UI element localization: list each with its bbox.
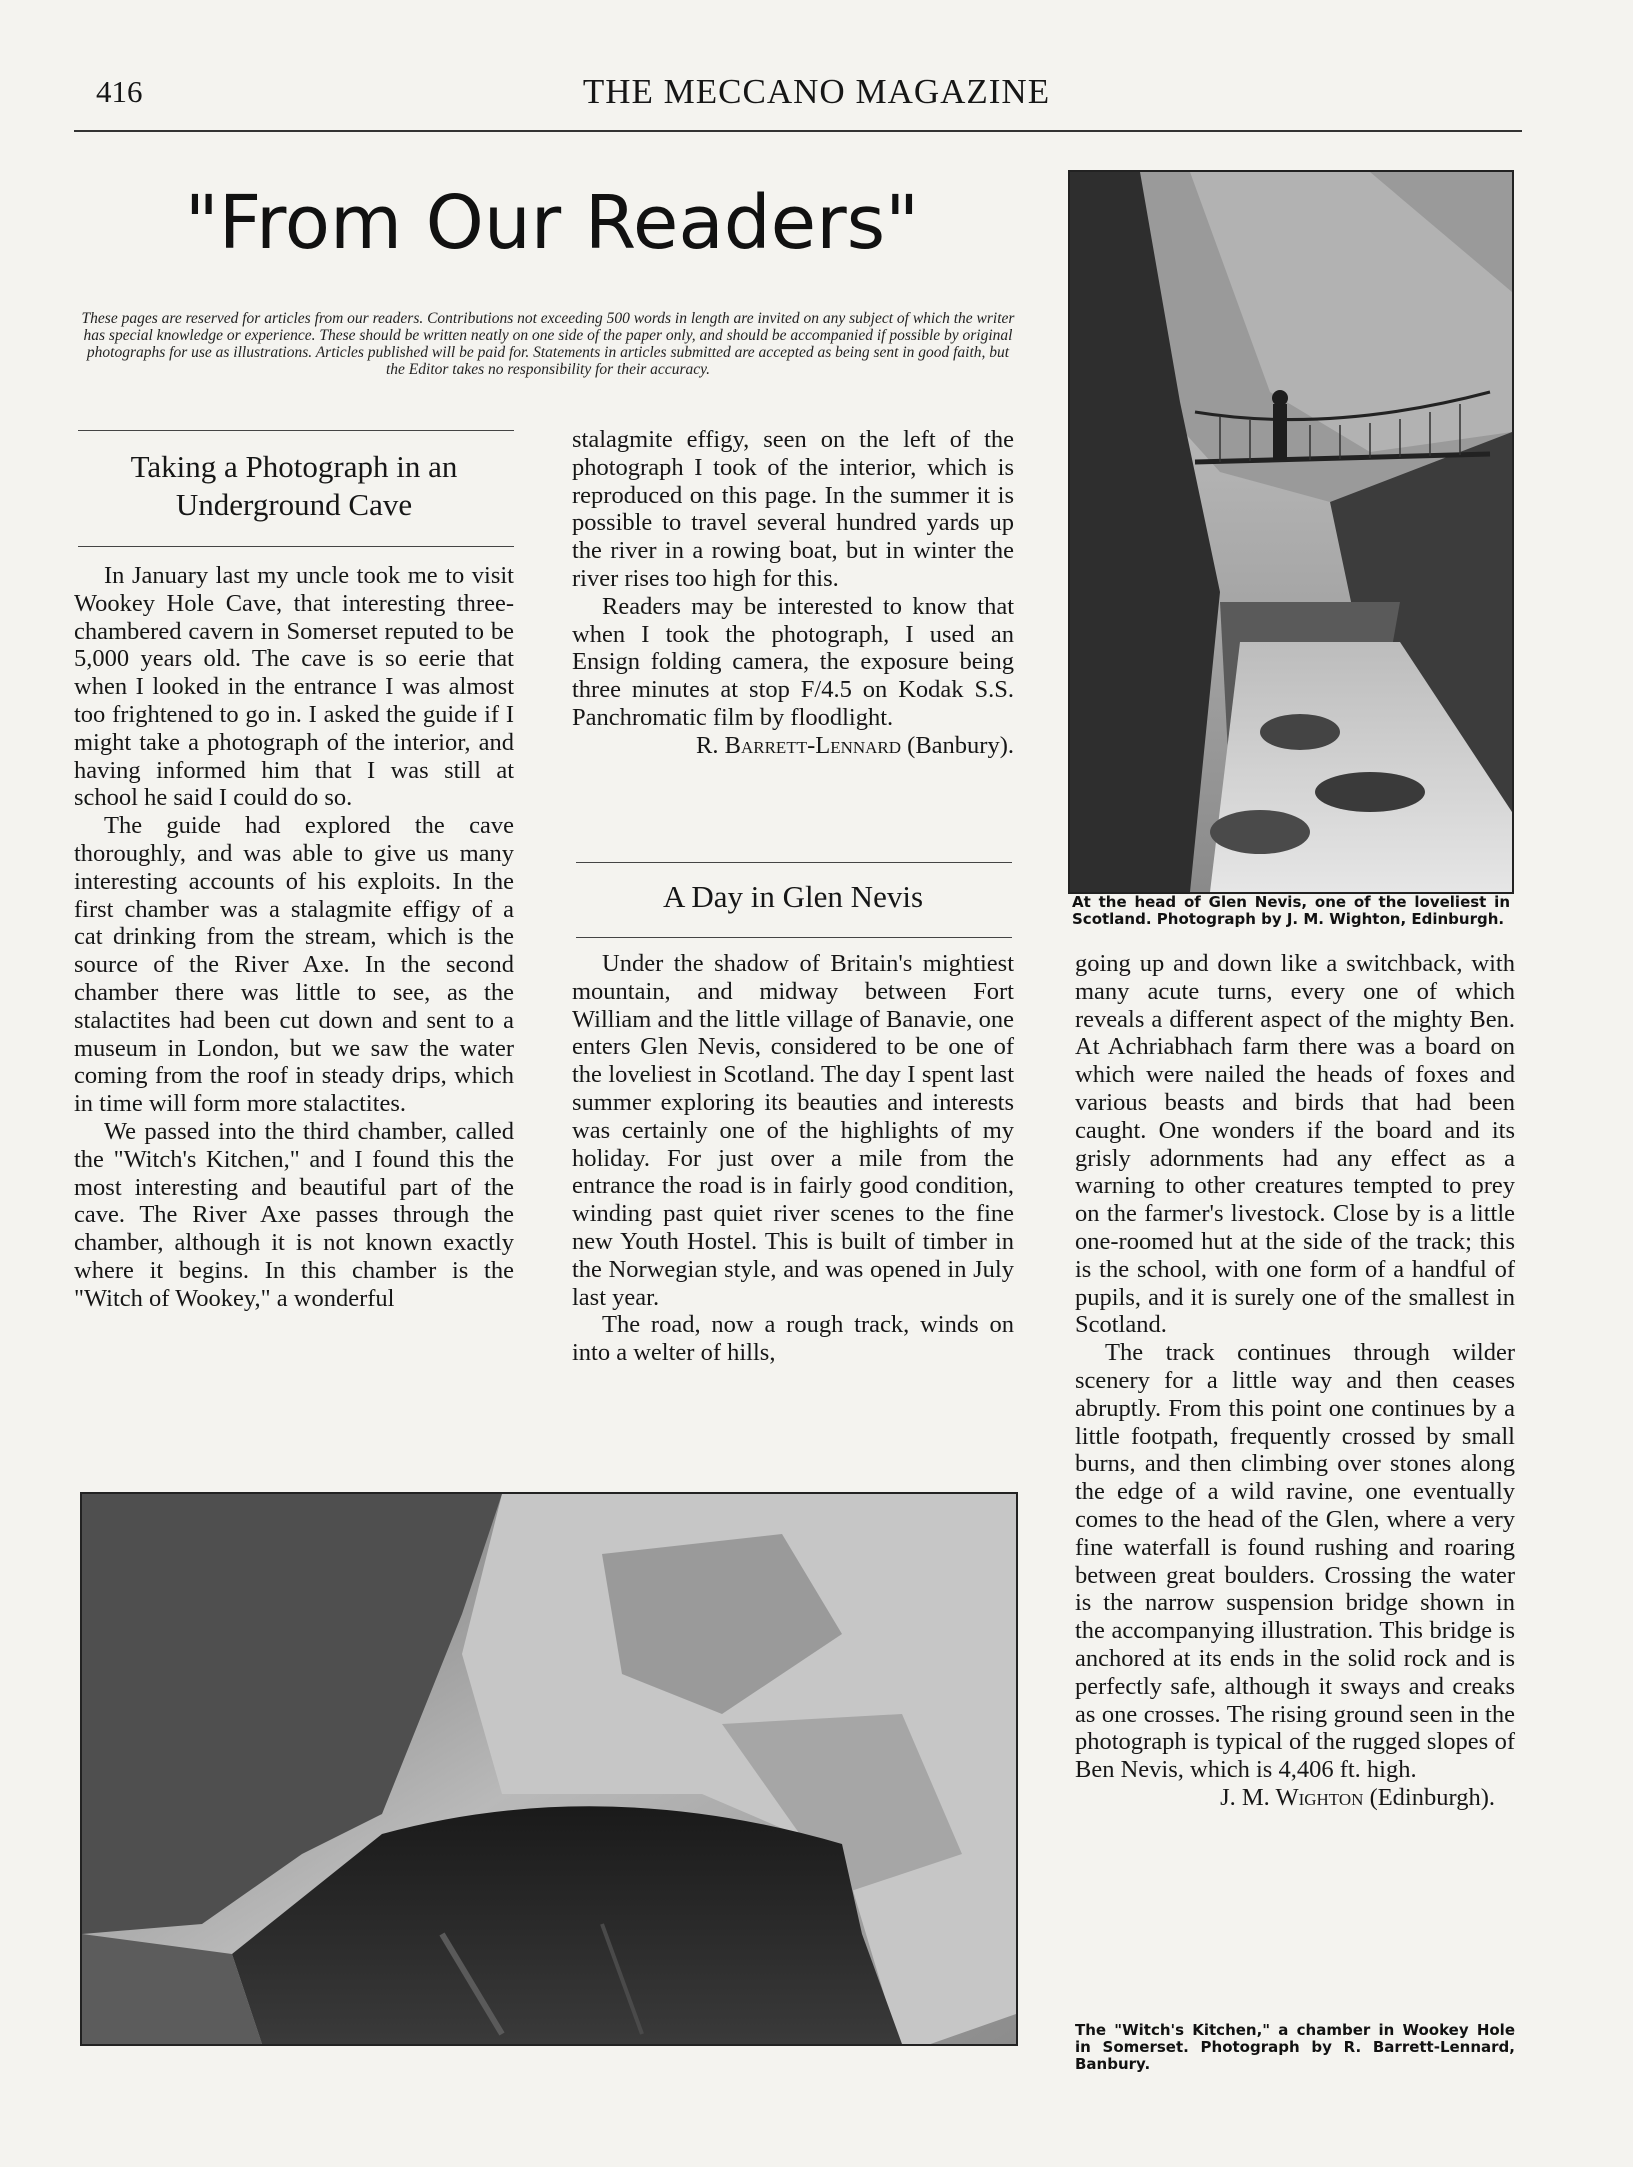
article-title-cave bbox=[74, 448, 514, 524]
cave-caption: The "Witch's Kitchen," a chamber in Wookey Hole in Somerset. Photograph by R. Barrett-Lennard, Banbury. bbox=[1075, 2021, 1515, 2073]
article-cave-column-2 bbox=[572, 426, 1014, 760]
signature-cave bbox=[572, 732, 1014, 760]
paragraph: The guide had explored the cave thoroughly, and was able to give us many interesting accounts of his exploits. In the first chamber was a stalagmite effigy of a cat drinking from the stream, which is the source of the River Axe. In the second chamber there was little to see, as the stalactites had been cut down and sent to a museum in London, but we saw the water coming from the roof in steady drips, which in time will form more stalactites. bbox=[74, 812, 514, 1118]
paragraph: going up and down like a switchback, with many acute turns, every one of which reveals a different aspect of the mighty Ben. At Achriabhach farm there was a board on which were nailed the heads of foxes and various beasts and birds that had been caught. One wonders if the board and its grisly adornments had any effect as a warning to other creatures tempted to prey on the farmer's livestock. Close by is a little one-roomed hut at the side of the track; this is the school, with one form of a handful of pupils, and it is surely one of the smallest in Scotland. bbox=[1075, 950, 1515, 1339]
intro-note: These pages are reserved for articles from our readers. Contributions not exceeding 500 words in length are invited on any subject of which the writer has special knowledge or experience. These should be written neatly on one side of the paper only, and should be accompanied if possible by original photographs for use as illustrations. Articles published will be paid for. Statements in articles submitted are accepted as being sent in good faith, but the Editor takes no responsibility for their accuracy. bbox=[81, 310, 1015, 378]
article-title-line: Underground Cave bbox=[175, 487, 413, 522]
glen-nevis-photo bbox=[1068, 170, 1514, 894]
paragraph: Readers may be interested to know that when I took the photograph, I used an Ensign folding camera, the exposure being three minutes at stop F/4.5 on Kodak S.S. Panchromatic film by floodlight. bbox=[572, 592, 1014, 731]
paragraph: stalagmite effigy, seen on the left of the photograph I took of the interior, which is reproduced on this page. In the summer it is possible to travel several hundred yards up the river in a rowing boat, but in winter the river rises too high for this. bbox=[572, 426, 1014, 592]
signature-place: (Banbury). bbox=[907, 731, 1014, 759]
title-rule-top bbox=[78, 430, 514, 431]
magazine-title: THE MECCANO MAGAZINE bbox=[582, 72, 1051, 111]
title-rule-bottom bbox=[78, 546, 514, 547]
page-number: 416 bbox=[96, 74, 143, 109]
signature-name: J. M. Wighton bbox=[1220, 1783, 1364, 1811]
paragraph: Under the shadow of Britain's mightiest mountain, and midway between Fort William and the little village of Banavie, one enters Glen Nevis, considered to be one of the loveliest in Scotland. The day I spent last summer exploring its beauties and interests was certainly one of the highlights of my holiday. For just over a mile from the entrance the road is in fairly good condition, winding past quiet river scenes to the fine new Youth Hostel. This is built of timber in the Norwegian style, and was opened in July last year. bbox=[572, 950, 1014, 1311]
article-title-glen: A Day in Glen Nevis bbox=[662, 879, 924, 914]
signature-place: (Edinburgh). bbox=[1369, 1783, 1495, 1811]
paragraph: The track continues through wilder scenery for a little way and then ceases abruptly. From this point one continues by a little footpath, frequently crossed by small burns, and then climbing over stones along the edge of a wild ravine, one eventually comes to the head of the Glen, where a very fine waterfall is found rushing and roaring between great boulders. Crossing the water is the narrow suspension bridge shown in the accompanying illustration. This bridge is anchored at its ends in the solid rock and is perfectly safe, although it sways and creaks as one crosses. The rising ground seen in the photograph is typical of the rugged slopes of Ben Nevis, which is 4,406 ft. high. bbox=[1075, 1339, 1515, 1784]
paragraph: We passed into the third chamber, called the "Witch's Kitchen," and I found this the most interesting and beautiful part of the cave. The River Axe passes through the chamber, although it is not known exactly where it begins. In this chamber is the "Witch of Wookey," a wonderful bbox=[74, 1117, 514, 1312]
signature-name: R. Barrett-Lennard bbox=[696, 731, 902, 759]
section-title: "From Our Readers" bbox=[184, 180, 920, 266]
article-glen-column-3 bbox=[1075, 950, 1515, 1812]
title-rule-bottom bbox=[576, 937, 1012, 938]
signature-glen bbox=[1075, 1784, 1515, 1812]
article-glen-column-2 bbox=[572, 950, 1014, 1367]
title-rule-top bbox=[576, 862, 1012, 863]
paragraph: In January last my uncle took me to visit Wookey Hole Cave, that interesting three-chambered cavern in Somerset reputed to be 5,000 years old. The cave is so eerie that when I looked in the entrance I was almost too frightened to go in. I asked the guide if I might take a photograph of the interior, and having informed him that I was still at school he said I could do so. bbox=[74, 562, 514, 812]
article-cave-column-1 bbox=[74, 562, 514, 1313]
header-divider bbox=[74, 130, 1522, 132]
paragraph: The road, now a rough track, winds on into a welter of hills, bbox=[572, 1311, 1014, 1367]
glen-nevis-caption: At the head of Glen Nevis, one of the loveliest in Scotland. Photograph by J. M. Wighton, Edinburgh. bbox=[1072, 893, 1510, 928]
wookey-cave-photo bbox=[80, 1492, 1018, 2046]
article-title-line: Taking a Photograph in an bbox=[130, 449, 458, 484]
